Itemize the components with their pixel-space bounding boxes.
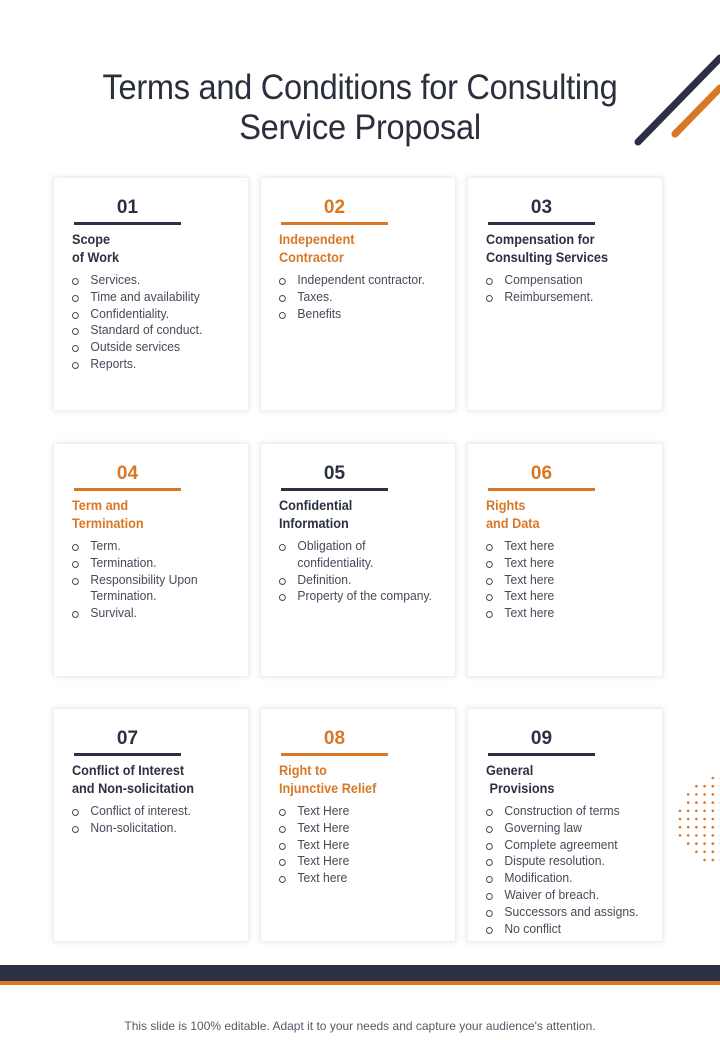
decorative-dot (712, 785, 715, 788)
card-bullet-list (72, 272, 248, 373)
card-number-underline (488, 488, 595, 491)
decorative-dot (712, 818, 715, 821)
decorative-dot (679, 818, 682, 821)
bullet-item: Definition. (279, 572, 450, 589)
bullet-item: Conflict of interest. (72, 803, 243, 820)
decorative-dot-pattern (676, 774, 720, 866)
decorative-dot (687, 818, 690, 821)
bullet-item: Construction of terms (486, 803, 657, 820)
decorative-dot (703, 842, 706, 845)
decorative-diagonal-lines (625, 50, 720, 150)
card-number: 03 (530, 197, 553, 218)
card-heading: Independent Contractor (279, 232, 355, 265)
card-number-underline (74, 753, 181, 756)
bullet-item: Termination. (72, 555, 243, 572)
bullet-item: Text Here (279, 837, 450, 854)
decorative-dot (703, 818, 706, 821)
card-number-underline (281, 753, 388, 756)
bullet-item: Text Here (279, 820, 450, 837)
bullet-item: Independent contractor. (279, 272, 450, 289)
decorative-dot (695, 826, 698, 829)
decorative-dot (687, 793, 690, 796)
card-number-underline (488, 222, 595, 225)
bullet-item: Term. (72, 538, 243, 555)
bullet-item: Text here (486, 588, 657, 605)
bullet-item: Text Here (279, 853, 450, 870)
bullet-item: Waiver of breach. (486, 887, 657, 904)
card-bullet-list (72, 538, 248, 622)
decorative-dot (679, 810, 682, 813)
decorative-dot (703, 785, 706, 788)
card-number-underline (74, 488, 181, 491)
decorative-dot (712, 842, 715, 845)
decorative-dot (703, 801, 706, 804)
card-number: 08 (323, 728, 346, 749)
card-bullet-list (486, 272, 662, 306)
card-number: 04 (116, 463, 139, 484)
bullet-item: Compensation (486, 272, 657, 289)
bullet-item: Outside services (72, 339, 243, 356)
card-bullet-list (72, 803, 248, 837)
decorative-dot (712, 851, 715, 854)
card-independent-contractor (260, 177, 456, 411)
card-number-underline (488, 753, 595, 756)
bullet-item: Modification. (486, 870, 657, 887)
card-bullet-list (279, 538, 455, 605)
card-bullet-list (279, 803, 455, 887)
decorative-dot (687, 801, 690, 804)
decorative-dot (703, 834, 706, 837)
card-heading: Term and Termination (72, 498, 144, 531)
decorative-dot (712, 834, 715, 837)
card-number: 01 (116, 197, 139, 218)
card-heading: Compensation for Consulting Services (486, 232, 609, 265)
decorative-dot (695, 851, 698, 854)
card-number: 06 (530, 463, 553, 484)
bullet-item: Confidentiality. (72, 306, 243, 323)
bullet-item: Dispute resolution. (486, 853, 657, 870)
decorative-dot (703, 859, 706, 862)
card-heading: Rights and Data (486, 498, 540, 531)
card-number: 05 (323, 463, 346, 484)
decorative-dot (695, 834, 698, 837)
card-compensation (467, 177, 663, 411)
bullet-item: Non-solicitation. (72, 820, 243, 837)
card-number-underline (281, 488, 388, 491)
decorative-dot (687, 834, 690, 837)
card-conflict-of-interest (53, 708, 249, 942)
bullet-item: Property of the company. (279, 588, 450, 605)
card-number-underline (74, 222, 181, 225)
bullet-item: Text here (486, 538, 657, 555)
decorative-dot (695, 818, 698, 821)
decorative-dot (695, 785, 698, 788)
card-heading: Right to Injunctive Relief (279, 763, 377, 796)
card-bullet-list (486, 803, 662, 937)
bullet-item: Reimbursement. (486, 289, 657, 306)
decorative-dot (712, 826, 715, 829)
bullet-item: Text Here (279, 803, 450, 820)
card-bullet-list (486, 538, 662, 622)
decorative-dot (695, 801, 698, 804)
card-injunctive-relief (260, 708, 456, 942)
bullet-item: Text here (279, 870, 450, 887)
decorative-dot (679, 826, 682, 829)
card-heading: General Provisions (486, 763, 555, 796)
bullet-item: Services. (72, 272, 243, 289)
bullet-item: Successors and assigns. (486, 904, 657, 921)
bullet-item: Reports. (72, 356, 243, 373)
bullet-item: Governing law (486, 820, 657, 837)
bullet-item: Obligation of confidentiality. (279, 538, 450, 572)
bullet-item: Text here (486, 572, 657, 589)
bullet-item: Complete agreement (486, 837, 657, 854)
card-rights-and-data (467, 443, 663, 677)
decorative-dot (703, 810, 706, 813)
card-term-and-termination (53, 443, 249, 677)
card-general-provisions (467, 708, 663, 942)
bullet-item: Responsibility Upon Termination. (72, 572, 243, 606)
page-title: Terms and Conditions for Consulting Service Proposal (102, 68, 618, 147)
decorative-dot (687, 826, 690, 829)
decorative-dot (703, 851, 706, 854)
bullet-item: Benefits (279, 306, 450, 323)
bullet-item: Text here (486, 605, 657, 622)
bullet-item: Survival. (72, 605, 243, 622)
card-bullet-list (279, 272, 455, 322)
bullet-item: Taxes. (279, 289, 450, 306)
footer-band (0, 965, 720, 981)
footer-accent-line (0, 981, 720, 985)
decorative-dot (703, 826, 706, 829)
card-number: 09 (530, 728, 553, 749)
bullet-item: No conflict (486, 921, 657, 938)
card-number: 02 (323, 197, 346, 218)
card-number-underline (281, 222, 388, 225)
decorative-dot (712, 801, 715, 804)
bullet-item: Text here (486, 555, 657, 572)
bullet-item: Time and availability (72, 289, 243, 306)
decorative-dot (712, 810, 715, 813)
decorative-dot (712, 793, 715, 796)
bullet-item: Standard of conduct. (72, 322, 243, 339)
decorative-dot (695, 842, 698, 845)
decorative-dot (703, 793, 706, 796)
card-confidential-information (260, 443, 456, 677)
decorative-dot (695, 810, 698, 813)
card-heading: Scope of Work (72, 232, 119, 265)
decorative-dot (687, 842, 690, 845)
footer-note: This slide is 100% editable. Adapt it to your needs and capture your audience's attention. (124, 1019, 596, 1033)
card-heading: Confidential Information (279, 498, 353, 531)
card-scope-of-work (53, 177, 249, 411)
decorative-dot (712, 859, 715, 862)
decorative-dot (679, 834, 682, 837)
card-heading: Conflict of Interest and Non-solicitation (72, 763, 194, 796)
decorative-dot (712, 777, 715, 780)
card-number: 07 (116, 728, 139, 749)
decorative-dot (687, 810, 690, 813)
decorative-dot (695, 793, 698, 796)
